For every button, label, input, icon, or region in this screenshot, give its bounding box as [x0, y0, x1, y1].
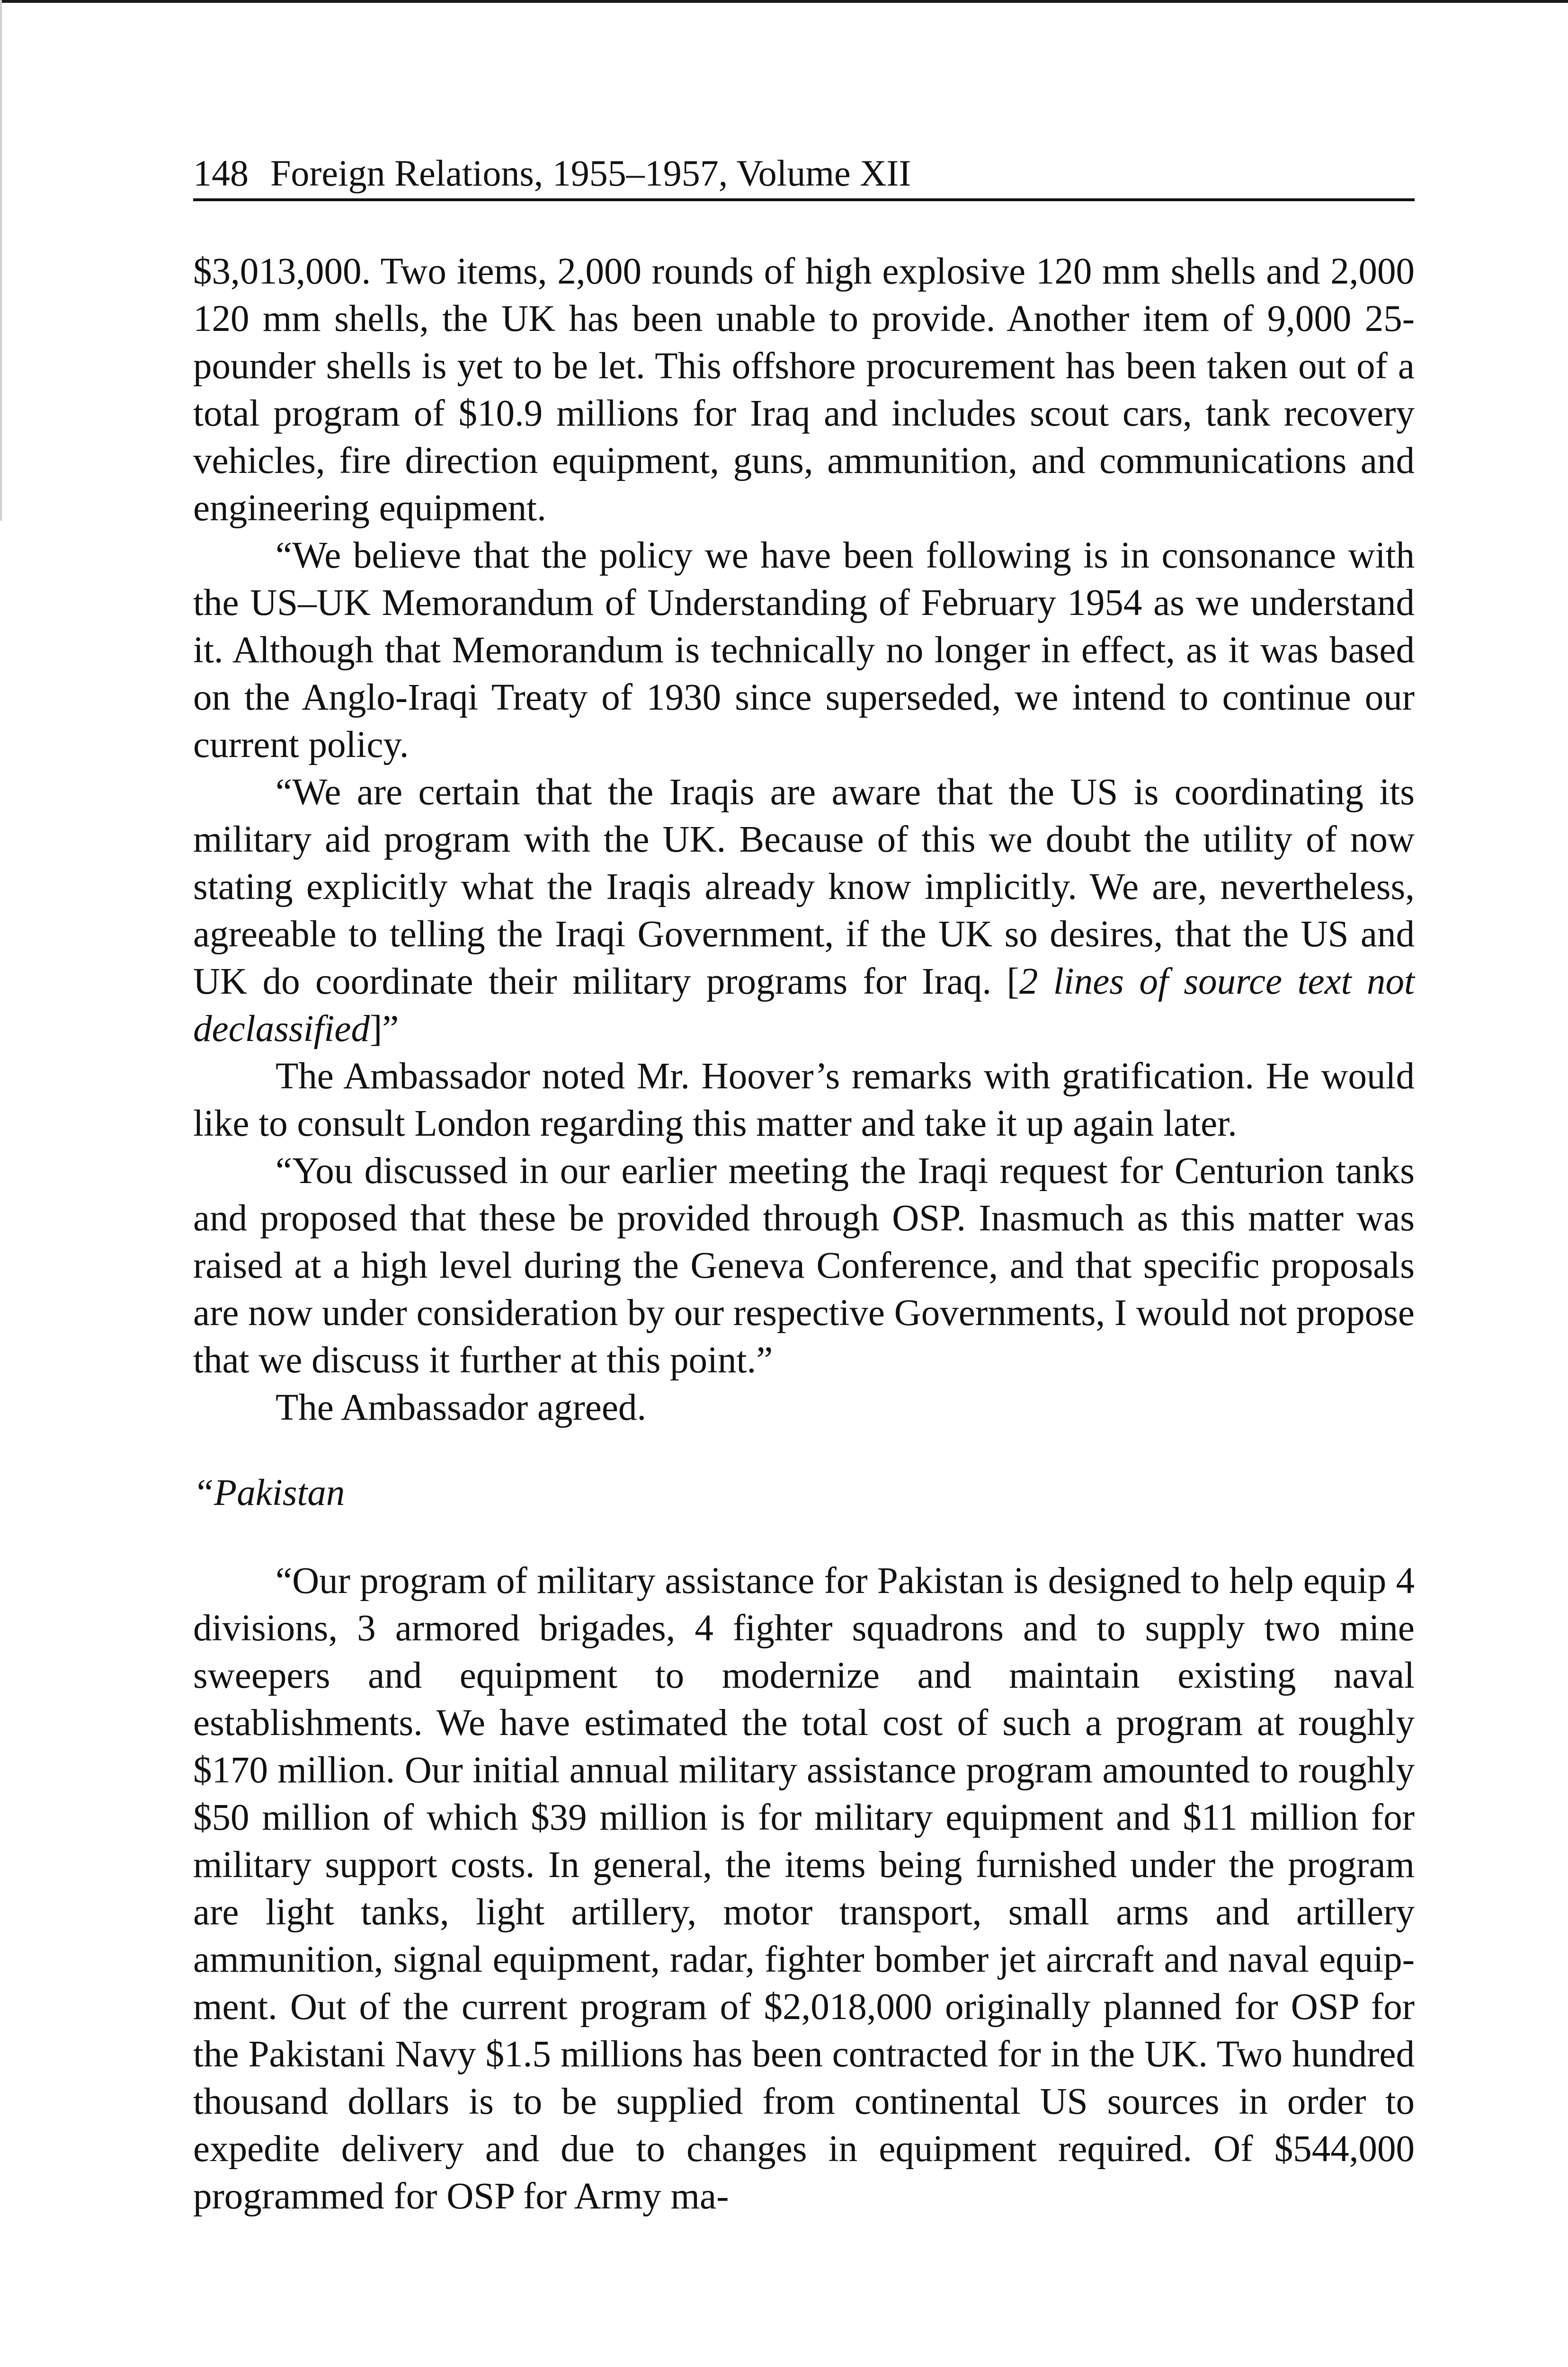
editorial-note: 2 lines of source text not declassified: [193, 961, 1415, 1050]
paragraph-2: “We believe that the policy we have been following is in consonance with the US–UK Memorandum of Understanding of February 1954 as we understand it. Although that Memorandum is technically no longer in effect, as it was based on the Anglo-Iraqi Treaty of 1930 since superseded, we intend to continue our current policy.: [193, 535, 1415, 765]
paragraph-3: [193, 769, 1415, 1053]
paragraph-6: The Ambassador agreed.: [276, 1387, 647, 1428]
paragraph-3-text: “We are certain that the Iraqis are aware that the US is coordinating its military aid program with the UK. Because of this we doubt the utility of now stating explicitly what the Iraqis already know implicitly. We are, nevertheless, agreeable to telling the Iraqi Government, if the UK so desires, that the US and UK do coordinate their military programs for Iraq. [: [193, 772, 1415, 1002]
page-number: 148: [193, 152, 249, 194]
running-head-rule: [193, 198, 1415, 201]
body-text: [193, 248, 1415, 2220]
paragraph-1: $3,013,000. Two items, 2,000 rounds of high explosive 120 mm shells and 2,000 120 mm shells, the UK has been unable to provide. Another item of 9,000 25-pounder shells is yet to be let. This offshore procurement has been taken out of a total program of $10.9 millions for Iraq and includes scout cars, tank recovery vehicles, fire direction equipment, guns, ammunition, and communications and engineering equipment.: [193, 251, 1415, 529]
paragraph-4: The Ambassador noted Mr. Hoover’s remarks with gratification. He would like to consult London regarding this matter and take it up again later.: [193, 1056, 1415, 1144]
paragraph-3-end: ]”: [369, 1008, 399, 1050]
paragraph-7: “Our program of military assistance for Pakistan is designed to help equip 4 divisions, 3 armored brigades, 4 fighter squadrons and to supply two mine sweepers and equipment to modernize and maintain existing naval establishments. We have estimated the total cost of such a program at roughly $170 million. Our initial annual military assistance program amounted to roughly $50 million of which $39 million is for military equipment and $11 million for military support costs. In general, the items being furnished under the program are light tanks, light artillery, motor transport, small arms and artillery ammunition, signal equipment, radar, fighter bomber jet aircraft and naval equipment. Out of the current program of $2,018,000 originally planned for OSP for the Pakistani Navy $1.5 millions has been contracted for in the UK. Two hundred thousand dollars is to be supplied from continental US sources in order to expedite delivery and due to changes in equipment required. Of $544,000 programmed for OSP for Army ma-: [193, 1560, 1415, 2217]
section-heading-pakistan: “Pakistan: [193, 1472, 345, 1513]
page-left-edge: [0, 0, 2, 521]
running-head-title: Foreign Relations, 1955–1957, Volume XII: [270, 152, 911, 194]
page-top-edge: [0, 0, 1568, 3]
paragraph-5: “You discussed in our earlier meeting the Iraqi request for Centurion tanks and proposed that these be provided through OSP. Inasmuch as this matter was raised at a high level during the Geneva Conference, and that specific proposals are now under consideration by our respective Governments, I would not propose that we discuss it further at this point.”: [193, 1150, 1415, 1381]
running-head: [193, 151, 1415, 196]
